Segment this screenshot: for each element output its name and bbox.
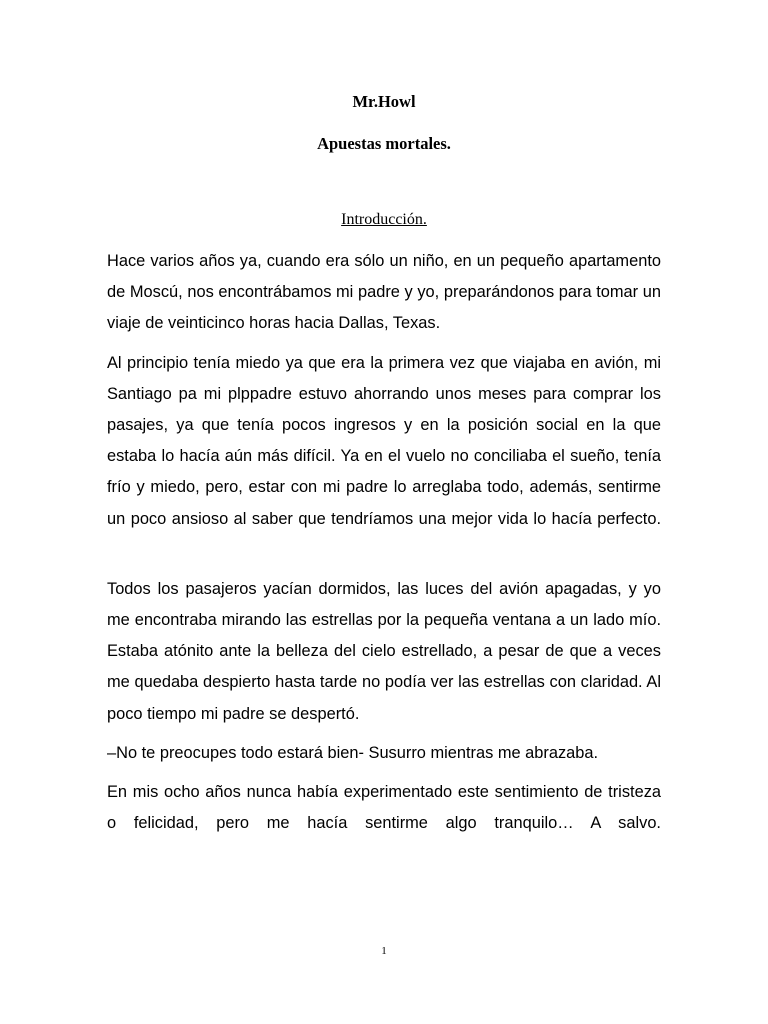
paragraph-4: –No te preocupes todo estará bien- Susurro mientras me abrazaba.	[107, 743, 599, 762]
body-text	[107, 246, 661, 847]
paragraph-2: Al principio tenía miedo ya que era la primera vez que viajaba en avión, mi Santiago pa mi plppadre estuvo ahorrando unos meses para comprar los pasajes, ya que tenía pocos ingresos y en la posición social en la que estaba lo hacía aún más difícil. Ya en el vuelo no conciliaba el sueño, tenía frío y miedo, pero, estar con mi padre lo arreglaba todo, además, sentirme un poco ansioso al saber que tendríamos una mejor vida lo hacía perfecto.	[107, 353, 661, 528]
section-heading: Introducción.	[341, 211, 427, 228]
document-title: Apuestas mortales.	[317, 134, 451, 153]
page-number: 1	[381, 945, 387, 957]
author-name: Mr.Howl	[352, 92, 416, 111]
paragraph-1: Hace varios años ya, cuando era sólo un niño, en un pequeño apartamento de Moscú, nos encontrábamos mi padre y yo, preparándonos para tomar un viaje de veinticinco horas hacia Dallas, Texas.	[107, 252, 661, 333]
paragraph-5: En mis ocho años nunca había experimentado este sentimiento de tristeza o felicidad, pero me hacía sentirme algo tranquilo… A salvo.	[107, 783, 661, 833]
paragraph-3: Todos los pasajeros yacían dormidos, las luces del avión apagadas, y yo me encontraba mirando las estrellas por la pequeña ventana a un lado mío. Estaba atónito ante la belleza del cielo estrellado, a pesar de que a veces me quedaba despierto hasta tarde no podía ver las estrellas con claridad. Al poco tiempo mi padre se despertó.	[107, 579, 661, 723]
